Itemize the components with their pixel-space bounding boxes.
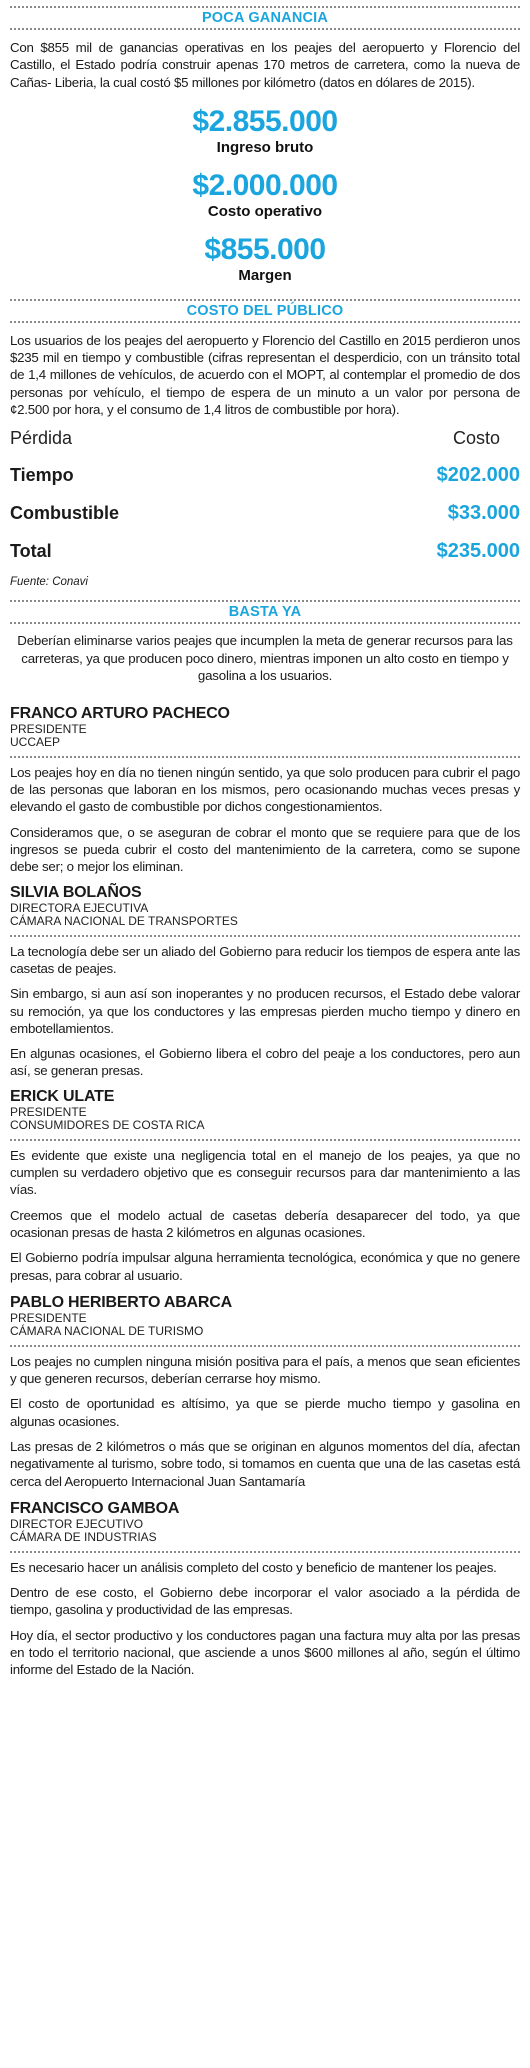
section-header-basta bbox=[10, 600, 520, 624]
person-name: FRANCISCO GAMBOA bbox=[10, 1499, 180, 1517]
dotted-rule bbox=[10, 1139, 520, 1141]
cost-row-tiempo bbox=[10, 464, 520, 486]
dotted-rule bbox=[10, 935, 520, 937]
person-role: PRESIDENTE bbox=[10, 1104, 87, 1119]
person-abarca bbox=[10, 1294, 520, 1490]
person-name: SILVIA BOLAÑOS bbox=[10, 883, 142, 901]
cost-row-value: $33.000 bbox=[447, 502, 520, 525]
infographic bbox=[10, 6, 520, 1679]
person-quote: Los peajes hoy en día no tienen ningún sentido, ya que solo producen para cubrir el pago de las personas que laboran en los mismos, pero ocasionando muchas veces presas y elevando el gasto de combustible por dichos congestionamientos. bbox=[10, 764, 520, 815]
person-ulate bbox=[10, 1088, 520, 1284]
person-organization: CÁMARA NACIONAL DE TURISMO bbox=[10, 1324, 204, 1339]
stat-amount: $2.000.000 bbox=[192, 168, 338, 202]
stat-margen bbox=[10, 233, 520, 285]
person-quote: Es evidente que existe una negligencia total en el manejo de los peajes, ya que no cumplen su verdadero objetivo que es conseguir recursos para dar mantenimiento a las vías. bbox=[10, 1147, 520, 1198]
section-header-costo bbox=[10, 299, 520, 323]
stat-label: Costo operativo bbox=[207, 202, 323, 220]
person-bolanos bbox=[10, 884, 520, 1080]
col-loss-header: Pérdida bbox=[10, 428, 73, 449]
person-organization: CONSUMIDORES DE COSTA RICA bbox=[10, 1118, 205, 1133]
dotted-rule bbox=[10, 1345, 520, 1347]
cost-row-name: Tiempo bbox=[10, 465, 74, 486]
stat-amount: $855.000 bbox=[204, 232, 326, 266]
person-quote: Es necesario hacer un análisis completo del costo y beneficio de mantener los peajes. bbox=[10, 1559, 497, 1575]
person-quote: La tecnología debe ser un aliado del Gobierno para reducir los tiempos de espera ante las casetas de peajes. bbox=[10, 943, 520, 976]
person-quote: Los peajes no cumplen ninguna misión positiva para el país, a menos que sean eficientes y que generen recursos, deberían cerrarse hoy mismo. bbox=[10, 1353, 520, 1387]
person-quote: Hoy día, el sector productivo y los conductores pagan una factura muy alta por las presas en todo el territorio nacional, que asciende a unos $600 millones al año, según el último informe del Estado de la Nación. bbox=[10, 1627, 520, 1678]
cost-row-name: Combustible bbox=[10, 503, 120, 524]
person-organization: UCCAEP bbox=[10, 735, 61, 750]
cost-row-combustible bbox=[10, 502, 520, 524]
person-gamboa bbox=[10, 1500, 520, 1679]
dotted-rule bbox=[10, 756, 520, 758]
person-quote: Sin embargo, si aun así son inoperantes y no producen recursos, el Estado debe valorar su remoción, ya que los conductores y las empresas pierden mucho tiempo y dinero en embotellamientos. bbox=[10, 986, 520, 1036]
person-role: DIRECTOR EJECUTIVO bbox=[10, 1516, 144, 1531]
person-quote: El Gobierno podría impulsar alguna herramienta tecnológica, económica y que no genere presas, para cobrar al usuario. bbox=[10, 1250, 520, 1283]
person-quote: El costo de oportunidad es altísimo, ya que se pierde mucho tiempo y gasolina en algunas ocasiones. bbox=[10, 1396, 520, 1429]
person-role: PRESIDENTE bbox=[10, 721, 87, 736]
stat-amount: $2.855.000 bbox=[192, 104, 338, 138]
section-title: BASTA YA bbox=[228, 604, 302, 621]
stat-label: Ingreso bruto bbox=[216, 138, 314, 156]
cost-table-header bbox=[10, 426, 520, 450]
dotted-rule bbox=[10, 28, 520, 30]
person-quote: Creemos que el modelo actual de casetas debería desaparecer del todo, ya que ocasionan presas de hasta 2 kilómetros en algunas ocasiones. bbox=[10, 1207, 520, 1240]
person-organization: CÁMARA NACIONAL DE TRANSPORTES bbox=[10, 914, 238, 929]
cost-row-value: $235.000 bbox=[436, 540, 520, 563]
section-header-ganancia bbox=[10, 6, 520, 30]
person-quote: En algunas ocasiones, el Gobierno libera el cobro del peaje a los conductores, pero aun así, se generan presas. bbox=[10, 1046, 520, 1079]
dotted-rule bbox=[10, 600, 520, 602]
person-quote: Dentro de ese costo, el Gobierno debe incorporar el valor asociado a la pérdida de tiempo, gasolina y productividad de las empresas. bbox=[10, 1585, 520, 1618]
section-title: COSTO DEL PÚBLICO bbox=[186, 302, 344, 319]
person-name: FRANCO ARTURO PACHECO bbox=[10, 704, 230, 722]
person-quote: Consideramos que, o se aseguran de cobrar el monto que se requiere para que de los ingresos se pueda cubrir el costo del mantenimiento de la carretera, como se supone debe ser; o mejor los eliminan. bbox=[10, 824, 520, 875]
person-name: ERICK ULATE bbox=[10, 1087, 115, 1105]
source-note: Fuente: Conavi bbox=[10, 576, 88, 589]
cost-row-name: Total bbox=[10, 541, 52, 562]
section-title: POCA GANANCIA bbox=[201, 10, 329, 26]
basta-intro: Deberían eliminarse varios peajes que incumplen la meta de generar recursos para las carreteras, ya que producen poco dinero, mientras imponen un alto costo en tiempo y gasolina a los usuarios. bbox=[17, 633, 513, 684]
dotted-rule bbox=[10, 321, 520, 323]
dotted-rule bbox=[10, 6, 520, 8]
dotted-rule bbox=[10, 299, 520, 301]
stat-label: Margen bbox=[238, 266, 292, 284]
person-quote: Las presas de 2 kilómetros o más que se originan en algunos momentos del día, afectan negativamente al turismo, sobre todo, si tomamos en cuenta que una de las casetas está cerca del Aeropuerto Internacional Juan Santamaría bbox=[10, 1439, 520, 1489]
person-role: DIRECTORA EJECUTIVA bbox=[10, 900, 149, 915]
cost-row-total bbox=[10, 540, 520, 562]
cost-row-value: $202.000 bbox=[436, 464, 520, 487]
ganancia-intro: Con $855 mil de ganancias operativas en los peajes del aeropuerto y Florencio del Castillo, el Estado podría construir apenas 170 metros de carretera, como la nueva de Cañas- Liberia, la cual costó $5 millones por kilómetro (datos en dólares de 2015). bbox=[10, 40, 520, 90]
person-organization: CÁMARA DE INDUSTRIAS bbox=[10, 1530, 157, 1545]
person-role: PRESIDENTE bbox=[10, 1310, 87, 1325]
stat-costo-operativo bbox=[10, 169, 520, 221]
person-pacheco bbox=[10, 705, 520, 876]
dotted-rule bbox=[10, 622, 520, 624]
person-name: PABLO HERIBERTO ABARCA bbox=[10, 1293, 232, 1311]
costo-intro: Los usuarios de los peajes del aeropuerto y Florencio del Castillo en 2015 perdieron unos $235 mil en tiempo y combustible (cifras representan el desperdicio, con un tránsito total de 1,4 millones de vehículos, de acuerdo con el MOPT, al contemplar el promedio de dos personas por vehículo, el tiempo de espera de un minuto a un valor por persona de ¢2.500 por hora, y el consumo de 1,4 litros de combustible por hora). bbox=[10, 332, 520, 418]
col-cost-header: Costo bbox=[452, 428, 500, 449]
stat-ingreso-bruto bbox=[10, 105, 520, 157]
dotted-rule bbox=[10, 1551, 520, 1553]
cost-table bbox=[10, 426, 520, 562]
